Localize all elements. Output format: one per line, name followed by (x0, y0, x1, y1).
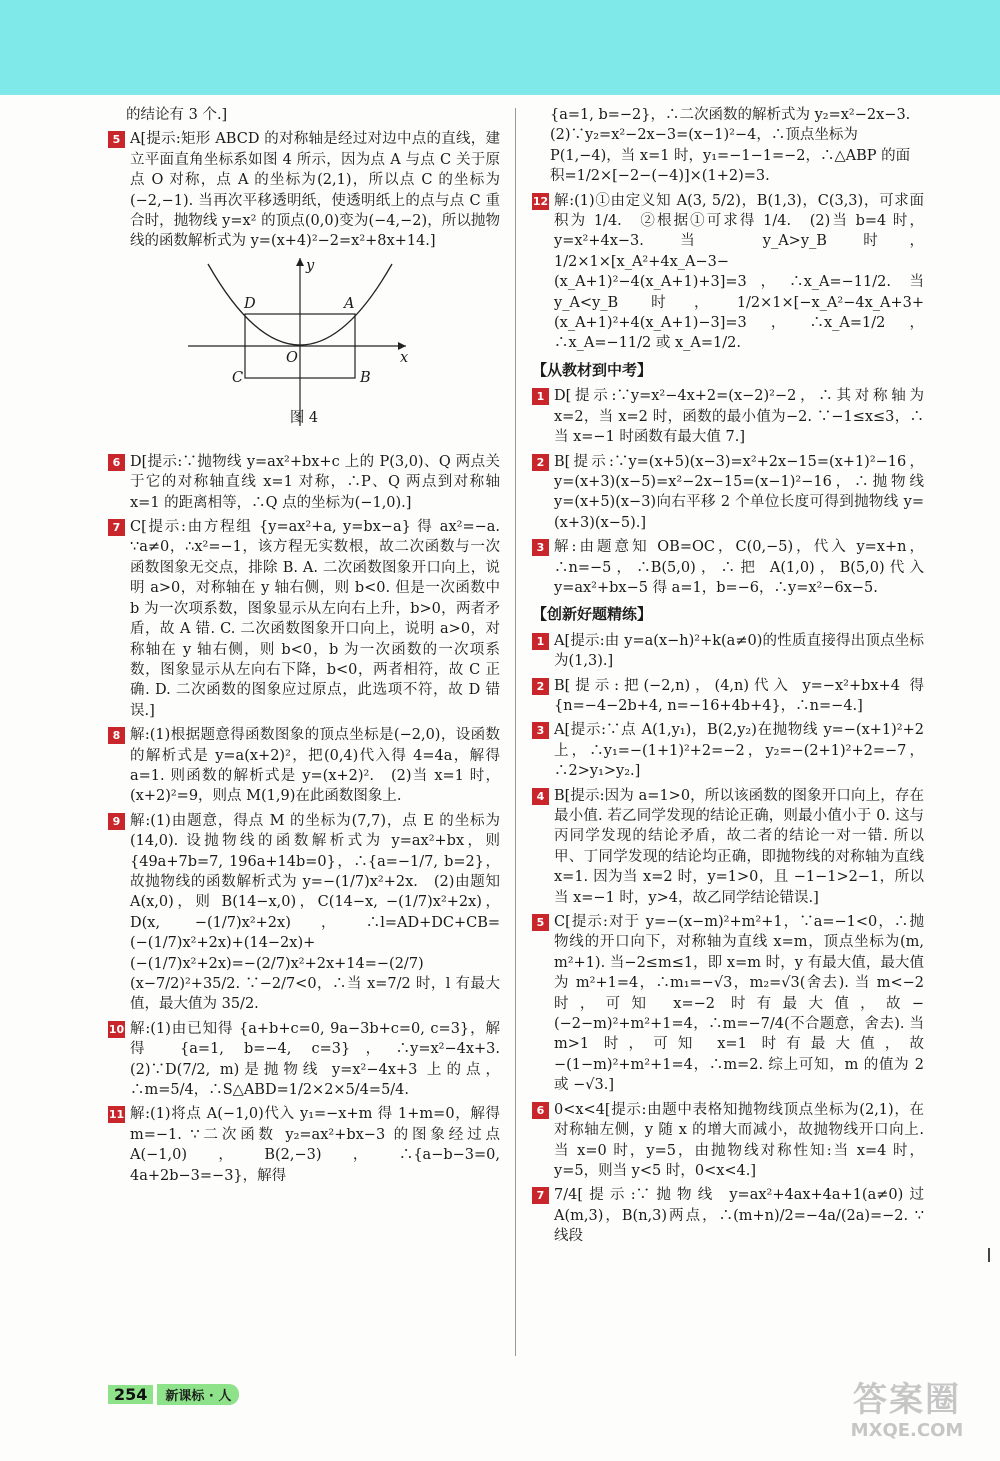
item-text: 0<x<4[提示:由题中表格知抛物线顶点坐标为(2,1)，在对称轴左侧，y 随 x 的增大而减小，故抛物线开口向上. 当 x=0 时，y=5，由抛物线对称性知:当 x=4 时，y=5，则当 y<5 时，0<x<4.] (554, 1101, 924, 1179)
point-c-label: C (232, 369, 244, 386)
item-number-badge: 7 (532, 1187, 549, 1204)
item-text: D[提示:∵抛物线 y=ax²+bx+c 上的 P(3,0)、Q 两点关于它的对称轴直线 x=1 对称，∴P、Q 两点到对称轴 x=1 的距离相等，∴Q 点的坐标为(−1,0).] (130, 453, 500, 511)
item-text: 解:(1)由已知得 {a+b+c=0, 9a−3b+c=0, c=3}，解得 {a=1, b=−4, c=3}，∴y=x²−4x+3. (2)∵D(7/2, m)是抛物线 y=x²−4x+3 上的点，∴m=5/4，∴S△ABD=1/2×2×5/4=5/4. (130, 1020, 515, 1099)
item-number-badge: 6 (108, 454, 125, 471)
y-axis-label: y (306, 257, 315, 274)
innovation-item-6 (532, 1100, 924, 1182)
innovation-item-3 (532, 720, 924, 781)
item-number-badge: 5 (108, 131, 125, 148)
figure-caption: 图 4 (289, 409, 319, 426)
answer-item-6 (108, 452, 500, 513)
innovation-item-2 (532, 676, 924, 717)
item-number-badge: 2 (532, 678, 549, 695)
figure-4 (108, 256, 500, 446)
item-text: 7/4[提示:∵抛物线 y=ax²+4ax+4a+1(a≠0)过 A(m,3)，B(n,3)两点，∴(m+n)/2=−4a/(2a)=−2. ∵线段 (554, 1187, 924, 1245)
item-text: C[提示:由方程组 {y=ax²+a, y=bx−a} 得 ax²=−a. ∵a≠0，∴x²=−1，该方程无实数根，故二次函数与一次函数图象无交点，排除 B. A. 二次函数图象开口向上，说明 a>0，对称轴在 y 轴右侧，则 b<0. 但是一次函数中 b 为一次项系数，图象显示从左向右上升，b>0，两者矛盾，故 A 错. C. 二次函数图象开口向上，说明 a>0，对称轴在 y 轴右侧，则 b<0，b 为一次函数的一次项系数，图象显示从左向右下降，b<0，两者相符，故 C 正确. D. 二次函数的图象应过原点，此选项不符，故 D 错误.] (130, 519, 500, 719)
innovation-item-4 (532, 786, 924, 908)
item-text: A[提示:由 y=a(x−h)²+k(a≠0)的性质直接得出顶点坐标为(1,3).] (554, 632, 924, 670)
item-number-badge: 11 (108, 1108, 125, 1122)
point-d-label: D (244, 295, 256, 312)
answer-item-7 (108, 517, 500, 721)
item-number-badge: 1 (532, 388, 549, 405)
item-text: B[提示:因为 a=1>0，所以该函数的图象开口向上，存在最小值. 若乙同学发现的结论正确，则最小值小于 0. 这与丙同学发现的结论矛盾，故二者的结论一对一错. 所以甲、丁同学发现的结论均正确，即抛物线的对称轴为直线 x=1. 因为当 x=2 时，y=1>0，且 −1−1>2−1，所以当 x=−1 时，y>4，故乙同学结论错误.] (554, 787, 924, 906)
answer-item-12 (532, 191, 924, 354)
answer-item-5 (108, 129, 500, 251)
innovation-item-1 (532, 631, 924, 672)
textbook-item-3 (532, 537, 924, 598)
item-number-badge: 9 (108, 813, 125, 830)
item-number-badge: 4 (532, 788, 549, 805)
item-text: 解:(1)将点 A(−1,0)代入 y₁=−x+m 得 1+m=0，解得 m=−1. ∵二次函数 y₂=ax²+bx−3 的图象经过点 A(−1,0)，B(2,−3)，∴{a−b−3=0, 4a+2b−3=−3}，解得 (130, 1106, 500, 1184)
column-divider (515, 108, 516, 1356)
x-axis-label: x (400, 349, 409, 366)
origin-label: O (286, 349, 298, 366)
item-number-badge: 12 (532, 194, 549, 208)
point-b-label: B (360, 369, 371, 386)
watermark-url: MXQE.COM (850, 1420, 964, 1441)
innovation-item-5 (532, 912, 924, 1096)
page-footer (108, 1384, 239, 1404)
margin-mark (988, 1248, 990, 1262)
section-heading-innovation: 【创新好题精练】 (532, 605, 653, 624)
item-text: 解:由题意知 OB=OC，C(0,−5)，代入 y=x+n，∴n=−5，∴B(5,0)，∴把 A(1,0)，B(5,0)代入 y=ax²+bx−5 得 a=1，b=−6，∴y=x²−6x−5. (554, 539, 924, 596)
item-text: A[提示:∵点 A(1,y₁)，B(2,y₂)在抛物线 y=−(x+1)²+2 上，∴y₁=−(1+1)²+2=−2，y₂=−(2+1)²+2=−7，∴2>y₁>y₂.] (554, 722, 924, 780)
site-watermark (832, 1380, 982, 1450)
answer-item-11 (108, 1104, 500, 1186)
series-label: 新课标 · 人 (157, 1384, 239, 1405)
item-number-badge: 1 (532, 633, 549, 650)
item-number-badge: 5 (532, 914, 549, 931)
item-number-badge: 3 (532, 722, 549, 739)
item-number-badge: 6 (532, 1102, 549, 1119)
page-number: 254 (108, 1385, 153, 1404)
textbook-item-2 (532, 452, 924, 534)
item-text: 解:(1)①由定义知 A(3, 5/2)，B(1,3)，C(3,3)，可求面积为 1/4. ②根据①可求得 1/4. (2)当 b=4 时，y=x²+4x−3. 当 y_A>y_B 时，1/2×1×[x_A²+4x_A−3−(x_A+1)²−4(x_A+1)+3]=3，∴x_A=−11/2. 当 y_A<y_B 时，1/2×1×[−x_A²−4x_A+3+(x_A+1)²+4(x_A+1)−3]=3，∴x_A=1/2，∴x_A=−11/2 或 x_A=1/2. (554, 192, 924, 352)
item-text: A[提示:矩形 ABCD 的对称轴是经过对边中点的直线，建立平面直角坐标系如图 4 所示，因为点 A 与点 C 关于原点 O 对称，点 A 的坐标为(2,1)，所以点 C 的坐标为(−2,−1). 当再次平移透明纸，使透明纸上的点与点 C 重合时，抛物线 y=x² 的顶点(0,0)变为(−4,−2)，所以抛物线的函数解析式为 y=(x+4)²−2=x²+8x+14.] (130, 131, 500, 250)
item-number-badge: 2 (532, 454, 549, 471)
textbook-item-1 (532, 386, 924, 447)
answer-item-10 (108, 1019, 515, 1101)
answer-item-9 (108, 811, 500, 1015)
item-text: D[提示:∵y=x²−4x+2=(x−2)²−2，∴其对称轴为 x=2，当 x=2 时，函数的最小值为−2. ∵−1≤x≤3，∴当 x=−1 时函数有最大值 7.] (554, 388, 924, 446)
watermark-logo-text: 答案圈 (853, 1380, 961, 1420)
innovation-item-7 (532, 1185, 924, 1246)
item-number-badge: 10 (108, 1022, 125, 1036)
right-column (532, 105, 924, 1251)
item-number-badge: 8 (108, 727, 125, 744)
point-a-label: A (344, 295, 355, 312)
header-band (0, 0, 1000, 95)
left-column (108, 105, 515, 1190)
item-text: C[提示:对于 y=−(x−m)²+m²+1，∵a=−1<0，∴抛物线的开口向下，对称轴为直线 x=m，顶点坐标为(m, m²+1). 当−2≤m≤1，即 x=m 时，y 有最大值，最大值为 m²+1=4，∴m₁=−√3，m₂=√3(舍去). 当 m<−2 时，可知 x=−2 时有最大值，故−(−2−m)²+m²+1=4，∴m=−7/4(不合题意，舍去). 当 m>1 时，可知 x=1 时有最大值，故−(1−m)²+m²+1=4，∴m=2. 综上可知，m 的值为 2 或 −√3.] (554, 914, 924, 1094)
item-number-badge: 3 (532, 539, 549, 556)
item-text: 解:(1)由题意，得点 M 的坐标为(7,7)，点 E 的坐标为(14,0). 设抛物线的函数解析式为 y=ax²+bx，则 {49a+7b=7, 196a+14b=0}，∴{a=−1/7, b=2}，故抛物线的函数解析式为 y=−(1/7)x²+2x. (2)由题知 A(x,0)，则 B(14−x,0)，C(14−x, −(1/7)x²+2x)，D(x, −(1/7)x²+2x)，∴l=AD+DC+CB=(−(1/7)x²+2x)+(14−2x)+(−(1/7)x²+2x)=−(2/7)x²+2x+14=−(2/7)(x−7/2)²+35/2. ∵−2/7<0，∴当 x=7/2 时，l 有最大值，最大值为 35/2. (130, 812, 500, 1013)
intro-text: 的结论有 3 个.] (126, 107, 228, 123)
item-text: B[提示:把(−2,n)，(4,n)代入 y=−x²+bx+4 得 {n=−4−2b+4, n=−16+4b+4}，∴n=−4.] (554, 677, 924, 714)
section-heading-textbook: 【从教材到中考】 (532, 360, 653, 379)
item-text: 解:(1)根据题意得函数图象的顶点坐标是(−2,0)，设函数的解析式是 y=a(x+2)²，把(0,4)代入得 4=4a，解得 a=1. 则函数的解析式是 y=(x+2)². (2)当 x=1 时，(x+2)²=9，则点 M(1,9)在此函数图象上. (130, 727, 500, 805)
answer-item-8 (108, 725, 500, 807)
item-number-badge: 7 (108, 519, 125, 536)
item-text: B[提示:∵y=(x+5)(x−3)=x²+2x−15=(x+1)²−16，y=(x+3)(x−5)=x²−2x−15=(x−1)²−16，∴抛物线 y=(x+5)(x−3)向右平移 2 个单位长度可得到抛物线 y=(x+3)(x−5).] (554, 453, 924, 531)
continued-text: {a=1, b=−2}，∴二次函数的解析式为 y₂=x²−2x−3. (2)∵y₂=x²−2x−3=(x−1)²−4，∴顶点坐标为 P(1,−4)，当 x=1 时，y₁=−1−1=−2，∴△ABP 的面积=1/2×[−2−(−4)]×(1+2)=3. (550, 107, 925, 185)
